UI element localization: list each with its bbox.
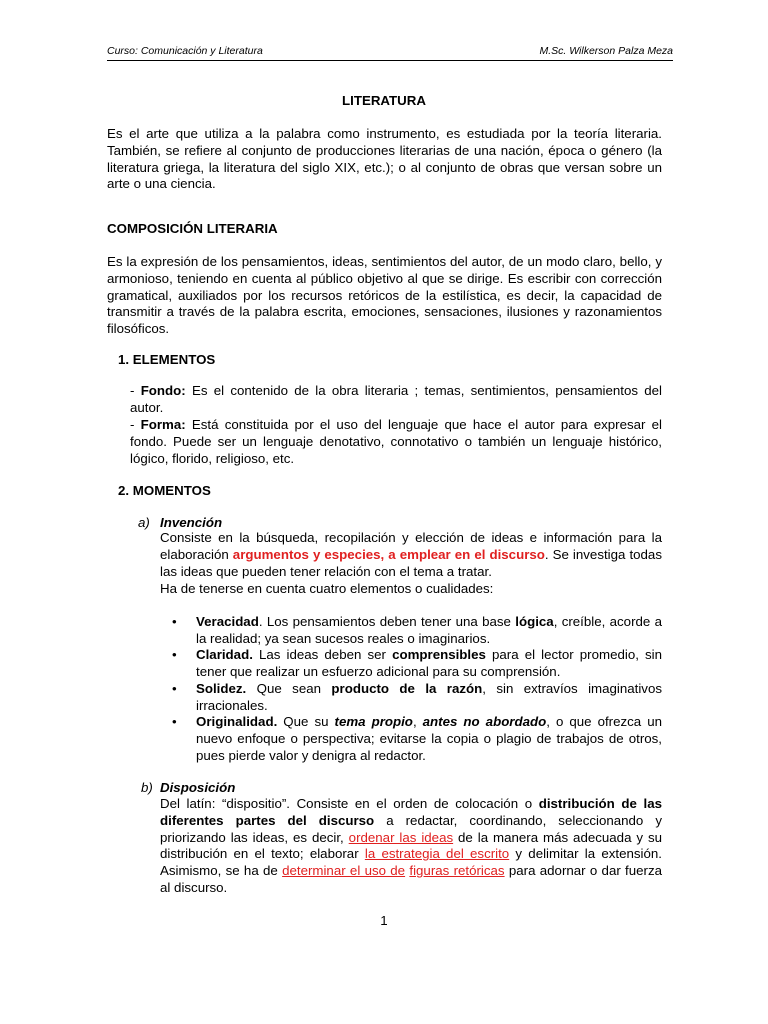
originalidad-text-end: , o que ofrezca un nuevo enfoque o perspectiva; evitarse la copia o plagio de trabajos de otros, pues pierde valor y denigra al redactor. [196, 714, 662, 763]
forma-text: Está constituida por el uso del lenguaje que hace el autor para expresar el fondo. Puede ser un lenguaje denotativo, connotativo o también un lenguaje histórico, lógico, florido, religioso, etc. [130, 417, 662, 466]
header-divider [107, 60, 673, 61]
fondo-text: Es el contenido de la obra literaria ; temas, sentimientos, pensamientos del autor. [130, 383, 662, 415]
elements-heading: 1. ELEMENTOS [118, 352, 216, 367]
claridad-text-end: para el lector promedio, sin tener que realizar un esfuerzo adicional para su comprensión. [196, 647, 662, 679]
element-forma [130, 417, 662, 467]
page-number: 1 [380, 913, 388, 928]
invencion-title: Invención [160, 515, 223, 530]
invencion-text1: Consiste en la búsqueda, recopilación y elección de ideas e información para la elaboración [160, 530, 662, 562]
disposicion-text-2: a redactar, coordinando, seleccionando y priorizando las ideas, es decir, [160, 812, 662, 845]
claridad-emphasis: comprensibles [392, 647, 486, 662]
disposicion-title: Disposición [160, 780, 236, 795]
veracidad-text: . Los pensamientos deben tener una base [258, 614, 516, 629]
composition-heading: COMPOSICIÓN LITERARIA [107, 221, 278, 236]
originalidad-label: Originalidad. [196, 714, 278, 729]
disposicion-underline-3: determinar el uso de [282, 863, 406, 879]
originalidad-emphasis-2: antes no abordado [422, 714, 547, 729]
bullet-marker: • [172, 681, 177, 696]
composition-paragraph: Es la expresión de los pensamientos, ideas, sentimientos del autor, de un modo claro, bello, y armonioso, teniendo en cuenta al público objetivo al que se dirige. Es escribir con corrección gramatical, auxiliados por los recursos retóricos de la estilística, es decir, la capacidad de transmitir a través de la palabra escrita, emociones, sensaciones, ilusiones y razonamientos filosóficos. [107, 254, 662, 337]
veracidad-label: Veracidad [196, 614, 259, 629]
claridad-label: Claridad. [196, 647, 253, 662]
dash-marker: - [130, 383, 135, 398]
invencion-marker: a) [138, 515, 150, 530]
bullet-marker: • [172, 614, 177, 629]
dash-marker: - [130, 417, 135, 432]
fondo-label: Fondo: [140, 383, 186, 398]
invencion-text2: . Se investiga todas las ideas que pueden tener relación con el tema a tratar. [160, 546, 662, 579]
quality-claridad [172, 647, 662, 681]
bullet-marker: • [172, 647, 177, 662]
solidez-label: Solidez. [196, 681, 247, 696]
invencion-paragraph [160, 530, 662, 580]
bullet-marker: • [172, 714, 177, 729]
disposicion-underline-2: la estrategia del escrito [364, 846, 510, 862]
disposicion-emphasis: distribución de las diferentes partes del discurso [160, 796, 662, 828]
disposicion-paragraph [160, 796, 662, 897]
quality-originalidad [172, 714, 662, 764]
disposicion-text-4: y delimitar la extensión. Asimismo, se ha de [160, 846, 662, 879]
solidez-text: Que sean [246, 681, 332, 696]
disposicion-marker: b) [141, 780, 153, 795]
solidez-text-end: , sin extravíos imaginativos irracionales. [196, 681, 662, 713]
element-fondo [130, 383, 662, 417]
page-header [107, 44, 673, 58]
page-title: LITERATURA [342, 93, 426, 108]
invencion-qualities-intro: Ha de tenerse en cuenta cuatro elementos o cualidades: [160, 581, 494, 596]
veracidad-emphasis: lógica [515, 614, 554, 629]
disposicion-text-6: para adornar o dar fuerza al discurso. [160, 863, 663, 895]
originalidad-text: Que su [277, 714, 335, 729]
disposicion-text-1: Del latín: “dispositio”. Consiste en el orden de colocación o [160, 796, 539, 811]
forma-label: Forma: [140, 417, 186, 432]
quality-veracidad [172, 614, 662, 648]
claridad-text: Las ideas deben ser [252, 647, 393, 662]
disposicion-underline-1: ordenar las ideas [348, 829, 454, 845]
quality-solidez [172, 681, 662, 715]
moments-heading: 2. MOMENTOS [118, 483, 211, 498]
originalidad-comma: , [412, 714, 423, 729]
header-author: M.Sc. Wilkerson Palza Meza [539, 45, 673, 57]
disposicion-text-3: de la manera más adecuada y su distribución en el texto; elaborar [160, 829, 662, 862]
intro-paragraph: Es el arte que utiliza a la palabra como instrumento, es estudiada por la teoría literaria. También, se refiere al conjunto de producciones literarias de una nación, época o género (la literatura griega, la literatura del siglo XIX, etc.); o al conjunto de obras que versan sobre un arte o una ciencia. [107, 126, 662, 192]
veracidad-text-end: , creíble, acorde a la realidad; ya sean sucesos reales o imaginarios. [196, 614, 662, 646]
invencion-highlight: argumentos y especies, a emplear en el discurso [232, 546, 545, 562]
header-course: Curso: Comunicación y Literatura [107, 45, 263, 57]
solidez-emphasis: producto de la razón [331, 681, 483, 696]
originalidad-emphasis-1: tema propio [334, 714, 413, 729]
disposicion-underline-4: figuras retóricas [409, 863, 505, 879]
